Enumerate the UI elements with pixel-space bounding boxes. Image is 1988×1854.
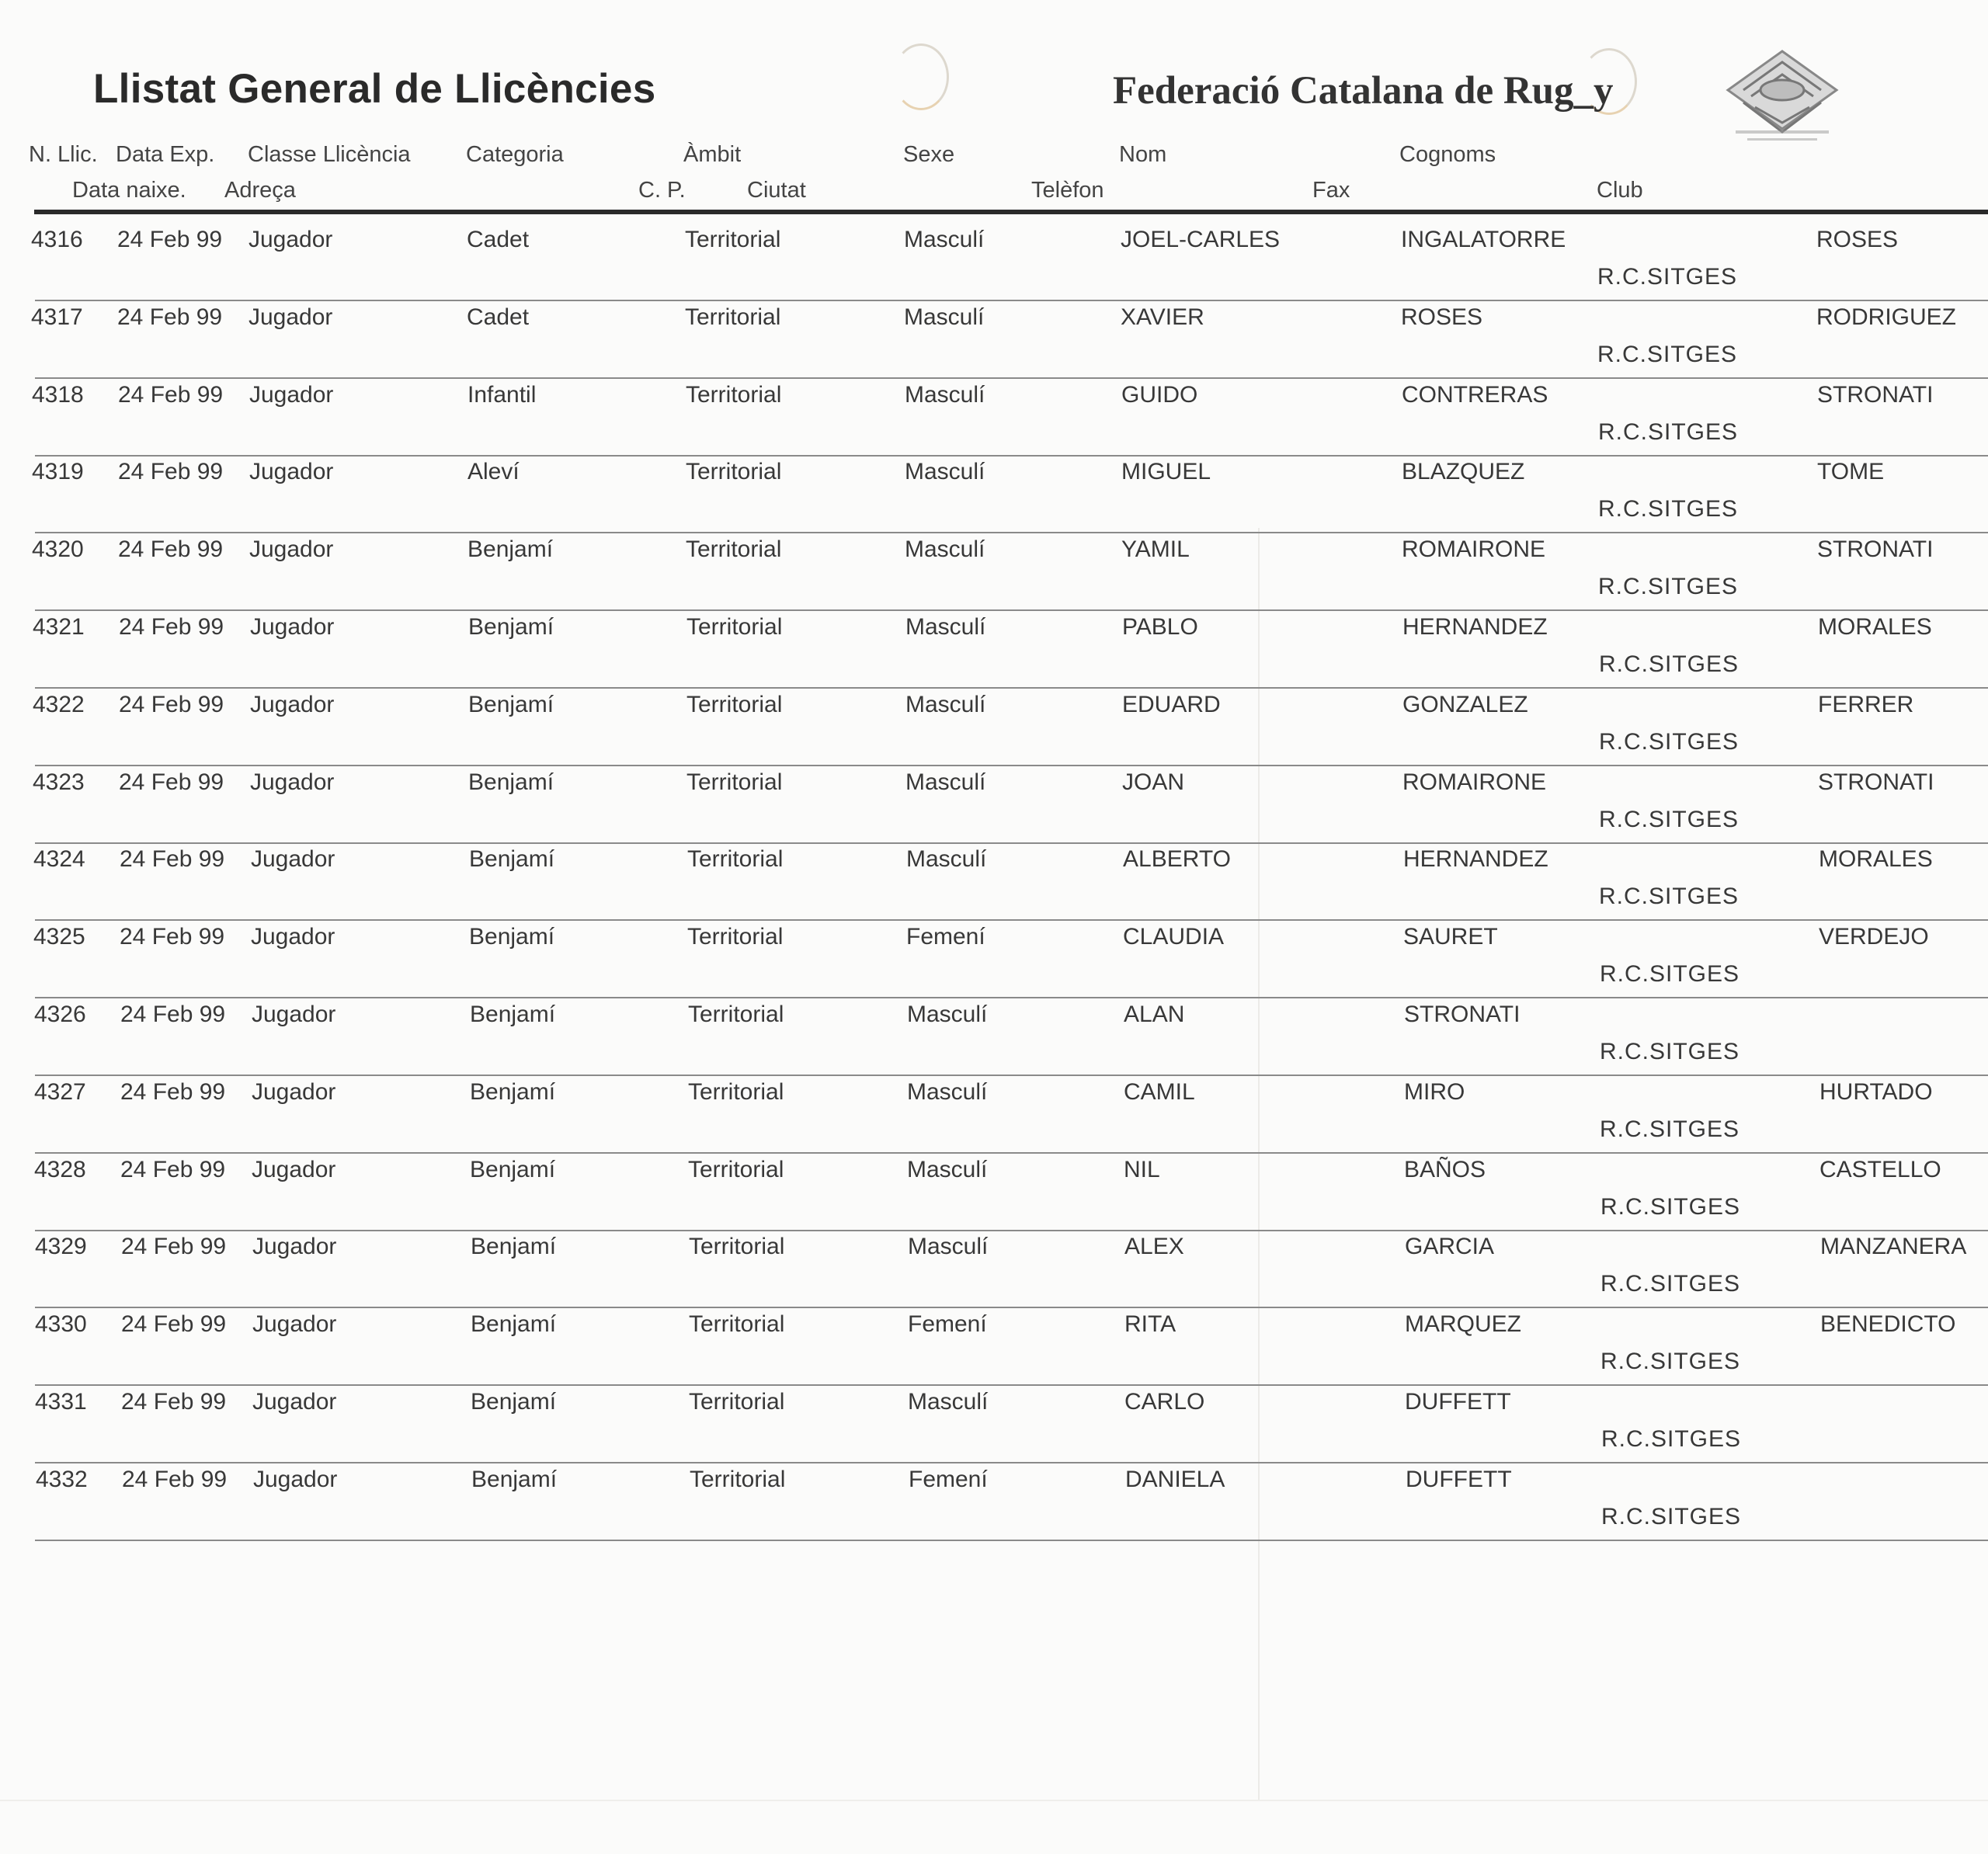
col-header-num: N. Llic. [29, 142, 98, 167]
category: Cadet [467, 304, 530, 330]
surname-2: MANZANERA [1820, 1234, 1967, 1260]
surname-1: DUFFETT [1405, 1389, 1511, 1415]
scope: Territorial [686, 536, 782, 563]
license-number: 4322 [33, 691, 85, 717]
scope: Territorial [685, 227, 781, 252]
sex: Masculí [904, 304, 985, 330]
scope: Territorial [687, 846, 784, 873]
col-header-fax: Fax [1312, 178, 1350, 203]
table-row [0, 382, 1988, 460]
scope: Territorial [688, 1078, 784, 1105]
scope: Territorial [686, 381, 782, 408]
col-header-categoria: Categoria [466, 142, 564, 167]
license-number: 4330 [35, 1311, 87, 1338]
scope: Territorial [688, 1156, 784, 1182]
license-class: Jugador [250, 769, 335, 795]
col-header-ciutat: Ciutat [747, 178, 806, 203]
license-number: 4320 [32, 536, 84, 563]
surname-2: MORALES [1819, 846, 1933, 873]
sex: Masculí [905, 459, 985, 485]
club: R.C.SITGES [1600, 1039, 1740, 1064]
scope: Territorial [686, 614, 783, 640]
expiry-date: 24 Feb 99 [121, 1311, 227, 1338]
table-row [0, 1079, 1988, 1157]
club: R.C.SITGES [1600, 961, 1740, 988]
license-class: Jugador [252, 1311, 337, 1338]
sex: Masculí [908, 1234, 989, 1260]
federation-name: Federació Catalana de Rug_y [1113, 69, 1614, 113]
row-divider [35, 377, 1988, 379]
scope: Territorial [690, 1466, 786, 1492]
first-name: XAVIER [1121, 304, 1204, 330]
col-header-data-naixe: Data naixe. [72, 178, 186, 203]
category: Benjamí [468, 769, 554, 795]
surname-2: HURTADO [1819, 1078, 1933, 1105]
surname-2: CASTELLO [1819, 1156, 1941, 1182]
surname-2: STRONATI [1817, 381, 1934, 408]
license-number: 4325 [33, 924, 85, 950]
row-divider [35, 455, 1988, 457]
expiry-date: 24 Feb 99 [118, 381, 224, 408]
table-row [0, 692, 1988, 769]
row-divider [35, 300, 1988, 301]
surname-1: HERNANDEZ [1402, 614, 1548, 640]
surname-2: RODRIGUEZ [1816, 304, 1956, 330]
license-class: Jugador [252, 1078, 336, 1105]
first-name: EDUARD [1122, 691, 1221, 717]
scope: Territorial [686, 459, 782, 485]
license-class: Jugador [252, 1234, 337, 1260]
license-number: 4326 [34, 1002, 86, 1027]
col-header-classe: Classe Llicència [248, 142, 411, 167]
col-header-telefon: Telèfon [1031, 178, 1104, 203]
expiry-date: 24 Feb 99 [120, 846, 225, 873]
license-number: 4321 [33, 614, 85, 640]
table-row [0, 1389, 1988, 1467]
row-divider [35, 1462, 1988, 1463]
club: R.C.SITGES [1599, 728, 1740, 755]
row-divider [35, 1152, 1988, 1154]
license-class: Jugador [249, 459, 334, 485]
table-row [0, 1234, 1988, 1311]
expiry-date: 24 Feb 99 [120, 1078, 226, 1105]
table-row [0, 614, 1988, 692]
license-class: Jugador [249, 536, 334, 563]
expiry-date: 24 Feb 99 [121, 1389, 227, 1415]
surname-1: SAURET [1403, 924, 1498, 950]
sex: Masculí [907, 1078, 988, 1105]
sex: Masculí [906, 846, 987, 873]
surname-1: MIRO [1404, 1078, 1465, 1105]
license-class: Jugador [250, 614, 335, 640]
document-title: Llistat General de Llicències [93, 66, 656, 112]
club: R.C.SITGES [1600, 1349, 1741, 1375]
license-class: Jugador [253, 1466, 338, 1492]
row-divider [35, 842, 1988, 844]
table-row [0, 1157, 1988, 1234]
club: R.C.SITGES [1598, 496, 1739, 523]
surname-2: ROSES [1816, 227, 1899, 252]
table-row [0, 846, 1988, 924]
col-header-ambit: Àmbit [683, 142, 742, 167]
scope: Territorial [689, 1234, 785, 1260]
category: Benjamí [469, 924, 555, 950]
sex: Masculí [905, 536, 985, 563]
license-number: 4331 [35, 1389, 87, 1415]
surname-1: ROSES [1401, 304, 1483, 330]
license-number: 4316 [31, 227, 83, 252]
col-header-date-exp: Data Exp. [116, 142, 215, 167]
paper-fold-horizontal [0, 1800, 1988, 1801]
sex: Masculí [904, 227, 985, 252]
category: Benjamí [467, 536, 554, 563]
surname-1: INGALATORRE [1401, 227, 1566, 252]
license-class: Jugador [252, 1002, 336, 1027]
sex: Masculí [905, 381, 985, 408]
scope: Territorial [686, 691, 783, 717]
category: Benjamí [469, 846, 555, 873]
row-divider [35, 1075, 1988, 1076]
surname-2: MORALES [1818, 614, 1932, 640]
first-name: JOEL-CARLES [1121, 227, 1281, 252]
sex: Masculí [907, 1002, 988, 1027]
license-number: 4318 [32, 381, 84, 408]
header-divider [34, 210, 1988, 214]
club: R.C.SITGES [1598, 574, 1739, 600]
table-row [0, 924, 1988, 1002]
first-name: GUIDO [1121, 381, 1198, 408]
club: R.C.SITGES [1597, 264, 1738, 290]
license-number: 4327 [34, 1078, 86, 1105]
expiry-date: 24 Feb 99 [118, 459, 224, 485]
sex: Masculí [907, 1156, 988, 1182]
license-number: 4332 [36, 1466, 88, 1492]
first-name: NIL [1124, 1156, 1160, 1182]
table-row [0, 1311, 1988, 1389]
club: R.C.SITGES [1600, 1271, 1741, 1297]
category: Benjamí [471, 1389, 557, 1415]
first-name: JOAN [1122, 769, 1185, 795]
scope: Territorial [685, 304, 781, 330]
sex: Masculí [905, 614, 986, 640]
expiry-date: 24 Feb 99 [122, 1466, 228, 1492]
first-name: CAMIL [1124, 1078, 1195, 1105]
category: Benjamí [471, 1234, 557, 1260]
first-name: CLAUDIA [1123, 924, 1225, 950]
license-class: Jugador [248, 304, 333, 330]
row-divider [35, 687, 1988, 689]
surname-1: BLAZQUEZ [1402, 459, 1525, 485]
expiry-date: 24 Feb 99 [119, 614, 224, 640]
first-name: PABLO [1122, 614, 1198, 640]
punch-hole-mark [893, 43, 949, 110]
license-number: 4319 [32, 459, 84, 485]
club: R.C.SITGES [1599, 884, 1740, 910]
license-class: Jugador [252, 1389, 337, 1415]
first-name: MIGUEL [1121, 459, 1211, 485]
surname-1: GONZALEZ [1402, 691, 1528, 717]
category: Benjamí [468, 691, 554, 717]
table-row [0, 227, 1988, 304]
scope: Territorial [688, 1002, 784, 1027]
license-class: Jugador [251, 924, 335, 950]
category: Benjamí [470, 1002, 556, 1027]
scope: Territorial [689, 1311, 785, 1338]
surname-2: STRONATI [1817, 536, 1934, 563]
sex: Masculí [905, 691, 986, 717]
table-row [0, 459, 1988, 536]
surname-2: VERDEJO [1819, 924, 1929, 950]
sex: Masculí [908, 1389, 989, 1415]
first-name: DANIELA [1125, 1466, 1225, 1492]
license-class: Jugador [252, 1156, 336, 1182]
surname-1: ROMAIRONE [1402, 769, 1547, 795]
table-row [0, 304, 1988, 382]
first-name: RITA [1124, 1311, 1176, 1338]
club: R.C.SITGES [1601, 1503, 1742, 1529]
category: Benjamí [471, 1466, 558, 1492]
sex: Masculí [905, 769, 986, 795]
expiry-date: 24 Feb 99 [120, 1156, 226, 1182]
row-divider [35, 765, 1988, 766]
club: R.C.SITGES [1601, 1426, 1742, 1452]
category: Cadet [467, 227, 530, 252]
col-header-cp: C. P. [638, 178, 686, 203]
category: Aleví [467, 459, 520, 485]
row-divider [35, 1384, 1988, 1386]
club: R.C.SITGES [1599, 806, 1740, 832]
license-number: 4323 [33, 769, 85, 795]
expiry-date: 24 Feb 99 [117, 304, 223, 330]
col-header-club: Club [1597, 178, 1643, 203]
surname-1: ROMAIRONE [1402, 536, 1546, 563]
scope: Territorial [689, 1389, 785, 1415]
col-header-sexe: Sexe [903, 142, 955, 167]
surname-1: HERNANDEZ [1403, 846, 1548, 873]
expiry-date: 24 Feb 99 [120, 1002, 226, 1027]
license-class: Jugador [250, 691, 335, 717]
table-row [0, 1467, 1988, 1544]
surname-1: MARQUEZ [1405, 1311, 1521, 1338]
first-name: ALAN [1124, 1002, 1185, 1027]
sex: Femení [908, 1311, 987, 1338]
table-row [0, 769, 1988, 847]
expiry-date: 24 Feb 99 [119, 769, 224, 795]
club: R.C.SITGES [1600, 1116, 1740, 1142]
expiry-date: 24 Feb 99 [117, 227, 223, 252]
surname-2: STRONATI [1818, 769, 1934, 795]
row-divider [35, 1540, 1988, 1541]
category: Infantil [467, 381, 537, 408]
license-number: 4328 [34, 1156, 86, 1182]
surname-2: FERRER [1818, 691, 1914, 717]
sex: Femení [906, 924, 985, 950]
category: Benjamí [468, 614, 554, 640]
first-name: CARLO [1124, 1389, 1205, 1415]
col-header-cognoms: Cognoms [1399, 142, 1496, 167]
first-name: YAMIL [1121, 536, 1190, 563]
col-header-adreca: Adreça [224, 178, 296, 203]
expiry-date: 24 Feb 99 [119, 691, 224, 717]
scope: Territorial [686, 769, 783, 795]
first-name: ALEX [1124, 1234, 1184, 1260]
expiry-date: 24 Feb 99 [121, 1234, 227, 1260]
club: R.C.SITGES [1599, 651, 1740, 677]
row-divider [35, 1230, 1988, 1231]
license-number: 4324 [33, 846, 85, 873]
col-header-nom: Nom [1119, 142, 1167, 167]
category: Benjamí [471, 1311, 557, 1338]
federation-logo-icon [1720, 45, 1844, 149]
surname-1: BAÑOS [1404, 1156, 1486, 1182]
surname-1: DUFFETT [1406, 1466, 1512, 1492]
surname-1: CONTRERAS [1402, 381, 1548, 408]
category: Benjamí [470, 1156, 556, 1182]
club: R.C.SITGES [1600, 1193, 1741, 1220]
surname-1: GARCIA [1405, 1234, 1495, 1260]
table-row [0, 536, 1988, 614]
first-name: ALBERTO [1123, 846, 1231, 873]
license-class: Jugador [249, 381, 334, 408]
row-divider [35, 532, 1988, 533]
row-divider [35, 997, 1988, 998]
surname-2: TOME [1817, 459, 1885, 485]
surname-2: BENEDICTO [1820, 1311, 1956, 1338]
surname-1: STRONATI [1404, 1002, 1521, 1027]
row-divider [35, 1307, 1988, 1308]
club: R.C.SITGES [1597, 341, 1738, 367]
expiry-date: 24 Feb 99 [118, 536, 224, 563]
club: R.C.SITGES [1598, 418, 1739, 445]
license-number: 4329 [35, 1234, 87, 1260]
row-divider [35, 919, 1988, 921]
category: Benjamí [470, 1078, 556, 1105]
expiry-date: 24 Feb 99 [120, 924, 225, 950]
row-divider [35, 609, 1988, 611]
sex: Femení [909, 1466, 988, 1492]
license-class: Jugador [248, 227, 333, 252]
license-class: Jugador [251, 846, 335, 873]
scope: Territorial [687, 924, 784, 950]
license-number: 4317 [31, 304, 83, 330]
table-row [0, 1002, 1988, 1079]
